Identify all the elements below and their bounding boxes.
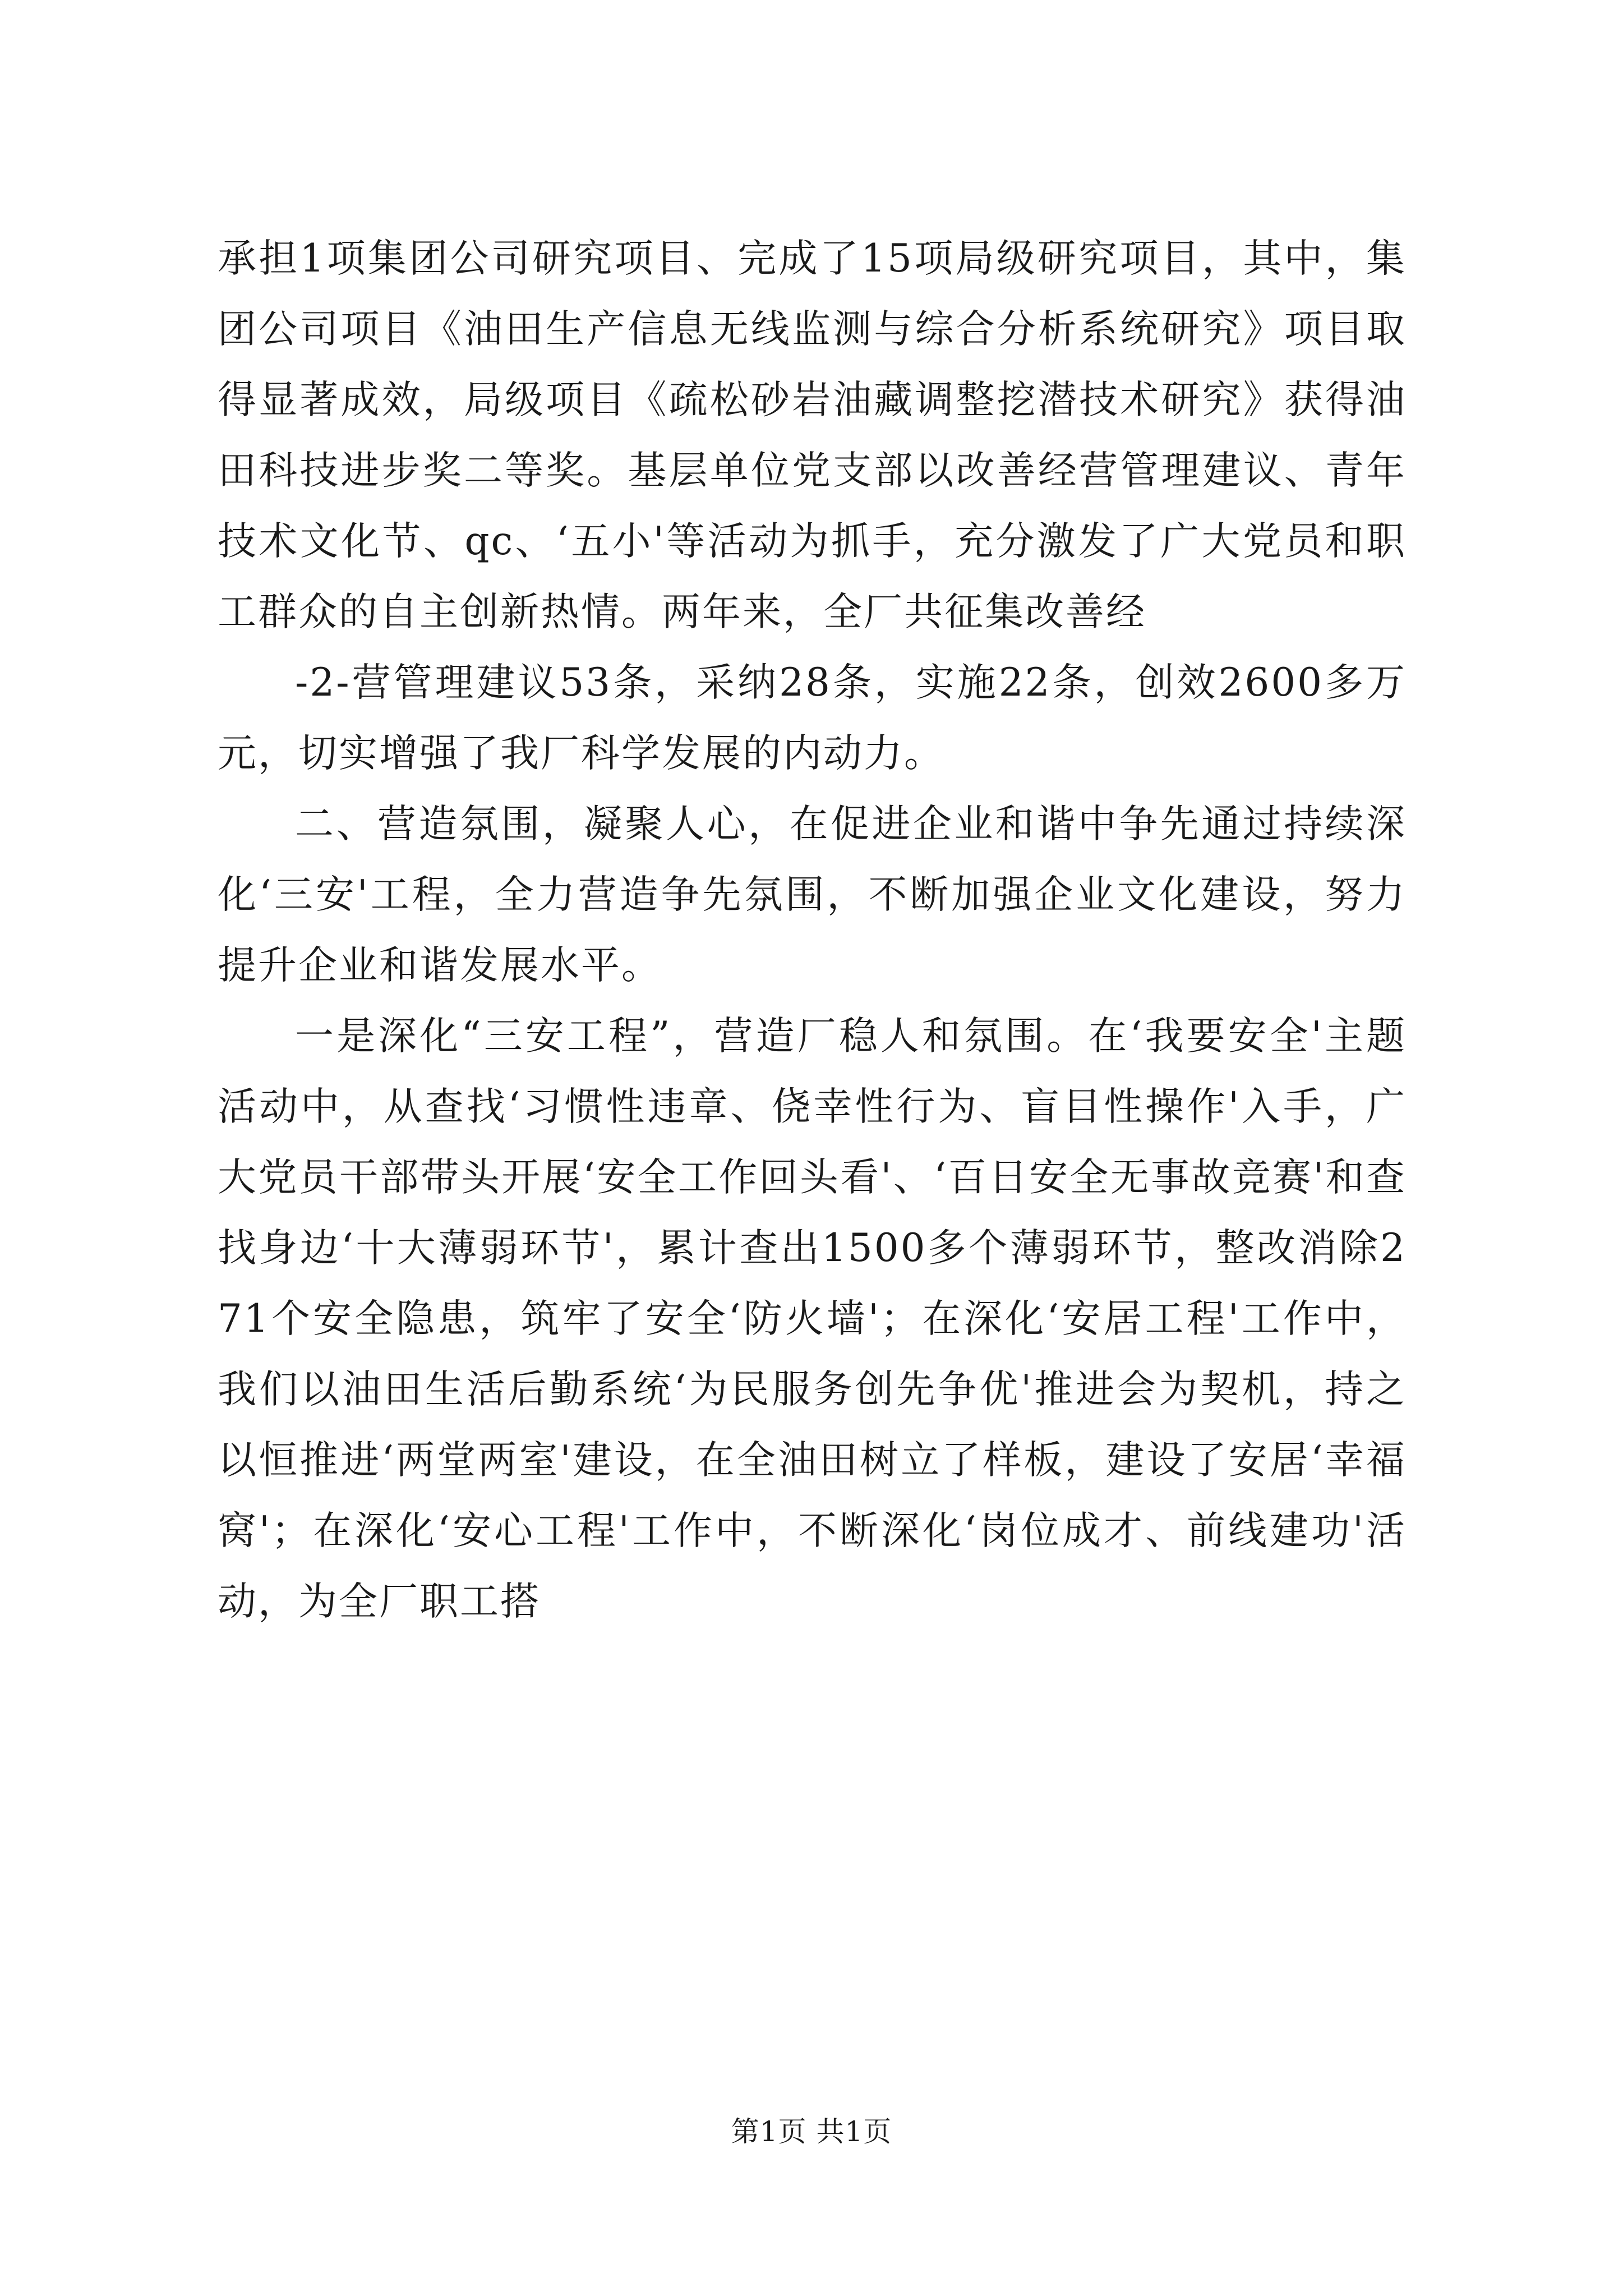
page-footer: 第1页 共1页 [731,2115,892,2148]
paragraph-2: -2-营管理建议53条，采纳28条，实施22条，创效2600多万元，切实增强了我厂科学发展的内动力。 [218,660,1407,776]
paragraph-1: 承担1项集团公司研究项目、完成了15项局级研究项目，其中，集团公司项目《油田生产信息无线监测与综合分析系统研究》项目取得显著成效，局级项目《疏松砂岩油藏调整挖潜技术研究》获得油田科技进步奖二等奖。基层单位党支部以改善经营管理建议、青年技术文化节、qc、‘五小'等活动为抓手，充分激发了广大党员和职工群众的自主创新热情。两年来，全厂共征集改善经 [218,236,1407,634]
document-body [218,223,1407,1637]
paragraph-4: 一是深化“三安工程”，营造厂稳人和氛围。在‘我要安全'主题活动中，从查找‘习惯性违章、侥幸性行为、盲目性操作'入手，广大党员干部带头开展‘安全工作回头看'、‘百日安全无事故竞赛'和查找身边‘十大薄弱环节'，累计查出1500多个薄弱环节，整改消除271个安全隐患，筑牢了安全‘防火墙'；在深化‘安居工程'工作中，我们以油田生活后勤系统‘为民服务创先争优'推进会为契机，持之以恒推进‘两堂两室'建设，在全油田树立了样板，建设了安居‘幸福窝'；在深化‘安心工程'工作中，不断深化‘岗位成才、前线建功'活动，为全厂职工搭 [218,1014,1407,1624]
paragraph-3: 二、营造氛围，凝聚人心，在促进企业和谐中争先通过持续深化‘三安'工程，全力营造争先氛围，不断加强企业文化建设，努力提升企业和谐发展水平。 [218,802,1407,988]
